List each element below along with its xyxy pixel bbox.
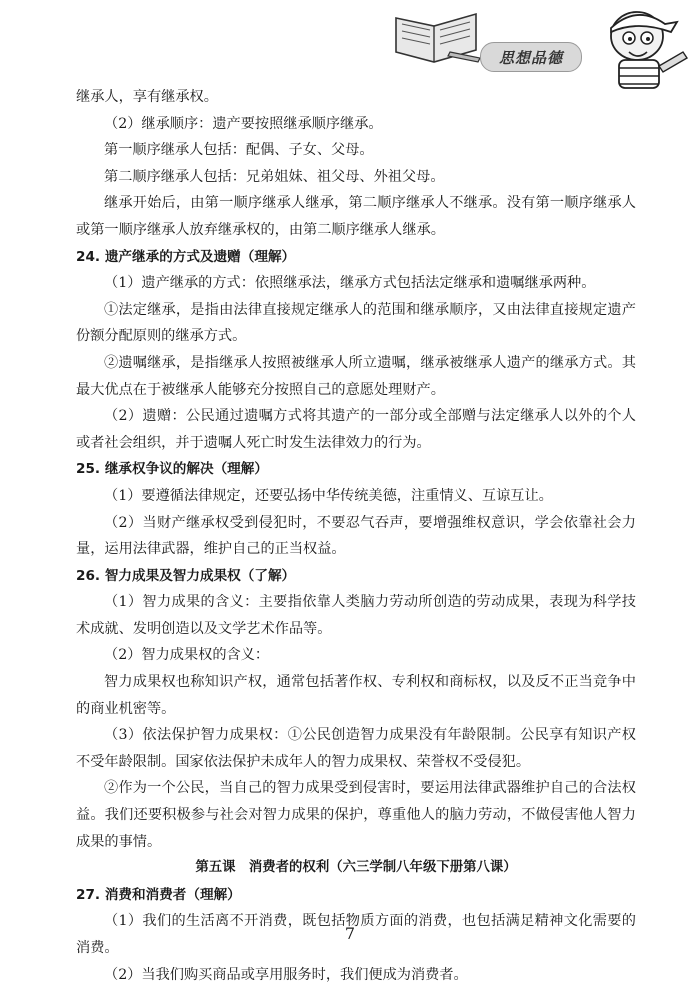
- page-number: 7: [344, 924, 356, 943]
- paragraph: 第一顺序继承人包括：配偶、子女、父母。: [104, 142, 374, 159]
- paragraph: ②遗嘱继承，是指继承人按照被继承人所立遗嘱，继承被继承人遗产的继承方式。其最大优点在于被继承人能够充分按照自己的意愿处理财产。: [76, 354, 636, 398]
- paragraph: （2）遗赠：公民通过遗嘱方式将其遗产的一部分或全部赠与法定继承人以外的个人或者社会组织，并于遗嘱人死亡时发生法律效力的行为。: [76, 408, 636, 451]
- page-body: [76, 84, 636, 988]
- section-heading-24: 24. 遗产继承的方式及遗赠（理解）: [76, 248, 296, 265]
- lesson-title: 第五课 消费者的权利（六三学制八年级下册第八课）: [195, 860, 517, 876]
- paragraph: 继承人，享有继承权。: [76, 89, 218, 105]
- section-heading-25: 25. 继承权争议的解决（理解）: [76, 461, 268, 478]
- cartoon-kid-icon: [585, 2, 695, 90]
- paragraph: （1）要遵循法律规定，还要弘扬中华传统美德，注重情义、互谅互让。: [104, 487, 553, 504]
- paragraph: ②作为一个公民，当自己的智力成果受到侵害时，要运用法律武器维护自己的合法权益。我们还要积极参与社会对智力成果的保护，尊重他人的脑力劳动，不做侵害他人智力成果的事情。: [76, 780, 636, 850]
- section-heading-26: 26. 智力成果及智力成果权（了解）: [76, 567, 296, 584]
- page-header-decoration: [390, 0, 700, 92]
- paragraph: （1）遗产继承的方式：依照继承法，继承方式包括法定继承和遗嘱继承两种。: [104, 275, 596, 292]
- paragraph: 继承开始后，由第一顺序继承人继承，第二顺序继承人不继承。没有第一顺序继承人或第一顺序继承人放弃继承权的，由第二顺序继承人继承。: [76, 195, 636, 238]
- paragraph: （2）当我们购买商品或享用服务时，我们便成为消费者。: [104, 966, 468, 983]
- paragraph: （1）智力成果的含义：主要指依靠人类脑力劳动所创造的劳动成果，表现为科学技术成就、发明创造以及文学艺术作品等。: [76, 594, 636, 637]
- paragraph: （1）我们的生活离不开消费，既包括物质方面的消费，也包括满足精神文化需要的消费。: [76, 913, 636, 956]
- book-icon: [390, 6, 482, 66]
- paragraph: 智力成果权也称知识产权，通常包括著作权、专利权和商标权，以及反不正当竞争中的商业机密等。: [76, 674, 636, 717]
- paragraph: ①法定继承，是指由法律直接规定继承人的范围和继承顺序，又由法律直接规定遗产份额分配原则的继承方式。: [76, 301, 636, 345]
- paragraph: （3）依法保护智力成果权：①公民创造智力成果没有年龄限制。公民享有知识产权不受年龄限制。国家依法保护未成年人的智力成果权、荣誉权不受侵犯。: [76, 727, 636, 770]
- paragraph: （2）继承顺序：遗产要按照继承顺序继承。: [104, 115, 383, 132]
- subject-badge: 思想品德: [480, 42, 582, 72]
- paragraph: （2）当财产继承权受到侵犯时，不要忍气吞声，要增强维权意识，学会依靠社会力量，运用法律武器，维护自己的正当权益。: [76, 514, 636, 558]
- section-heading-27: 27. 消费和消费者（理解）: [76, 886, 241, 903]
- paragraph: 第二顺序继承人包括：兄弟姐妹、祖父母、外祖父母。: [104, 168, 445, 185]
- paragraph: （2）智力成果权的含义：: [104, 647, 270, 664]
